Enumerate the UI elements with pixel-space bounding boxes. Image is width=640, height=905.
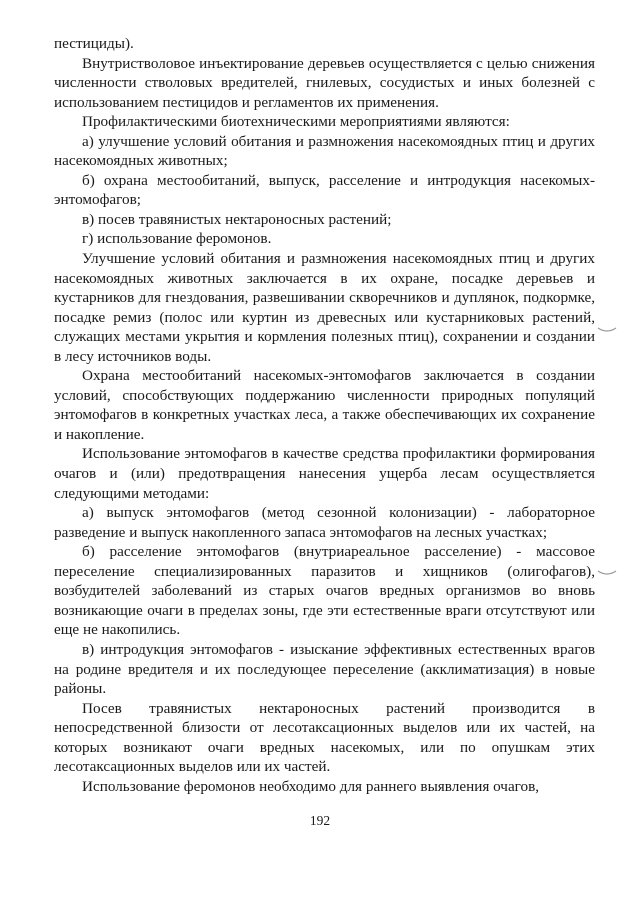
list-item: а) выпуск энтомофагов (метод сезонной колонизации) - лабораторное разведение и выпуск накопленного запаса энтомофагов на лесных участках; <box>54 504 595 541</box>
list-item: в) интродукция энтомофагов - изыскание эффективных естественных врагов на родине вредителя и их последующее переселение (акклиматизация) в новые районы. <box>54 640 595 698</box>
paragraph: пестициды). <box>54 35 134 52</box>
paragraph: Охрана местообитаний насекомых-энтомофагов заключается в создании условий, способствующих поддержанию численности природных популяций энтомофагов в конкретных участках леса, а также обеспечивающих их сохранение и накопление. <box>54 367 595 443</box>
page-number: 192 <box>309 813 331 828</box>
list-item: б) расселение энтомофагов (внутриареальное расселение) - массовое переселение специализированных паразитов и хищников (олигофагов), возбудителей заболеваний из старых очагов вредных организмов во вновь возникающие очаги в пределах зоны, где эти естественные враги отсутствуют или еще не накопились. <box>54 543 595 639</box>
body-text <box>54 34 595 796</box>
list-item: а) улучшение условий обитания и размножения насекомоядных птиц и других насекомоядных животных; <box>54 132 595 170</box>
paragraph: Профилактическими биотехническими мероприятиями являются: <box>82 113 510 131</box>
paragraph: Посев травянистых нектароносных растений производится в непосредственной близости от лесотаксационных выделов или их частей, на которых возникают очаги вредных насекомых, или по опушкам этих лесотаксационных выделов или их частей. <box>54 699 595 776</box>
page-edge-mark <box>596 325 618 335</box>
paragraph: Внутристволовое инъектирование деревьев осуществляется с целью снижения численности стволовых вредителей, гнилевых, сосудистых и иных болезней с использованием пестицидов и регламентов их применения. <box>54 54 595 111</box>
paragraph: Использование феромонов необходимо для раннего выявления очагов, <box>82 777 540 795</box>
paragraph: Улучшение условий обитания и размножения насекомоядных птиц и других насекомоядных животных заключается в их охране, посадке деревьев и кустарников для гнездования, развешивании скворечников и дуплянок, подкормке, посадке ремиз (полос или куртин из древесных или кустарниковых растений, служащих местами укрытия и кормления полезных птиц), сохранении и создании в лесу источников воды. <box>54 250 595 365</box>
list-item: г) использование феромонов. <box>82 230 272 248</box>
paragraph: Использование энтомофагов в качестве средства профилактики формирования очагов и (или) предотвращения нанесения ущерба лесам осуществляется следующими методами: <box>54 445 595 502</box>
page-edge-mark <box>596 568 618 578</box>
list-item: в) посев травянистых нектароносных растений; <box>82 210 392 228</box>
list-item: б) охрана местообитаний, выпуск, расселение и интродукция насекомых-энтомофагов; <box>54 171 595 209</box>
